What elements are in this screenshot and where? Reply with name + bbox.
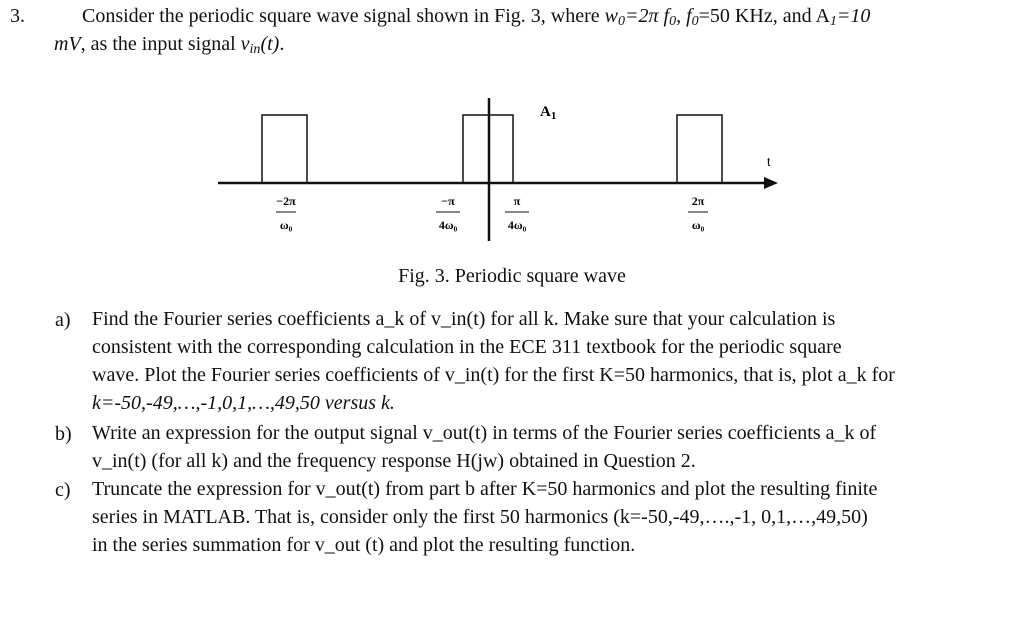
- problem-number: 3.: [10, 5, 25, 27]
- f0-sub: 0: [669, 14, 677, 29]
- time-axis-arrow: [764, 177, 778, 189]
- part-a-line-1: Find the Fourier series coefficients a_k of v_in(t) for all k. Make sure that your calculation is: [92, 308, 836, 330]
- tick-label-2pi: [688, 194, 708, 232]
- svg-text:ω₀: ω₀: [691, 218, 705, 232]
- part-a-text: [92, 305, 982, 417]
- f0-sub-2: 0: [691, 14, 699, 29]
- part-c-label: c): [55, 479, 71, 501]
- intro-text-c: =2π f: [625, 5, 670, 27]
- omega0-sub: 0: [618, 14, 626, 29]
- part-a-line-3: wave. Plot the Fourier series coefficients of v_in(t) for the first K=50 harmonics, that is, plot a_k for: [92, 364, 895, 386]
- vin-arg: (t): [260, 33, 280, 55]
- part-b-line-2: v_in(t) (for all k) and the frequency response H(jw) obtained in Question 2.: [92, 450, 696, 472]
- part-b-line-1: Write an expression for the output signal v_out(t) in terms of the Fourier series coefficients a_k of: [92, 422, 877, 444]
- a1-sub: 1: [829, 14, 837, 29]
- part-c-line-2: series in MATLAB. That is, consider only the first 50 harmonics (k=-50,-49,….,-1, 0,1,…,49,50): [92, 506, 868, 528]
- figure-caption: Fig. 3. Periodic square wave: [398, 265, 626, 287]
- intro-text-b2: , as the input signal: [80, 33, 241, 55]
- pulse-right: [677, 115, 722, 183]
- svg-text:−π: −π: [441, 194, 455, 208]
- tick-label-neg-2pi: [276, 194, 296, 232]
- unit-mv: mV: [54, 33, 81, 55]
- svg-text:2π: 2π: [691, 194, 705, 208]
- intro-text-a: Consider the periodic square wave signal shown in Fig. 3, where: [82, 5, 605, 27]
- pulse-left: [262, 115, 307, 183]
- part-b-label: b): [55, 423, 72, 445]
- omega0-symbol: w: [604, 5, 619, 27]
- tick-label-neg-pi-over-4: [436, 194, 460, 232]
- part-b-text: [92, 419, 982, 475]
- svg-text:ω₀: ω₀: [279, 218, 293, 232]
- part-c-text: [92, 475, 982, 559]
- tick-label-pi-over-4: [505, 194, 529, 232]
- amplitude-label: $A_1$: [540, 104, 557, 122]
- part-c-line-1: Truncate the expression for v_out(t) from part b after K=50 harmonics and plot the resulting finite: [92, 478, 878, 500]
- square-wave-figure: [0, 0, 1024, 300]
- axis-t-label: t: [767, 155, 771, 169]
- intro-text-d: , f: [676, 5, 692, 27]
- intro-text-e: =50 KHz, and A: [698, 5, 830, 27]
- svg-text:4ω₀: 4ω₀: [507, 218, 527, 232]
- vin-sub: in: [249, 42, 261, 57]
- part-a-label: a): [55, 309, 71, 331]
- intro-text-f: =10: [836, 5, 871, 27]
- vin-symbol: v: [240, 33, 250, 55]
- intro-period: .: [279, 33, 285, 55]
- part-c-line-3: in the series summation for v_out (t) and plot the resulting function.: [92, 534, 636, 556]
- part-a-line-4: k=-50,-49,…,-1,0,1,…,49,50 versus k.: [92, 392, 395, 414]
- svg-text:4ω₀: 4ω₀: [438, 218, 458, 232]
- svg-text:−2π: −2π: [276, 194, 296, 208]
- svg-text:π: π: [513, 194, 521, 208]
- part-a-line-2: consistent with the corresponding calculation in the ECE 311 textbook for the periodic square: [92, 336, 842, 358]
